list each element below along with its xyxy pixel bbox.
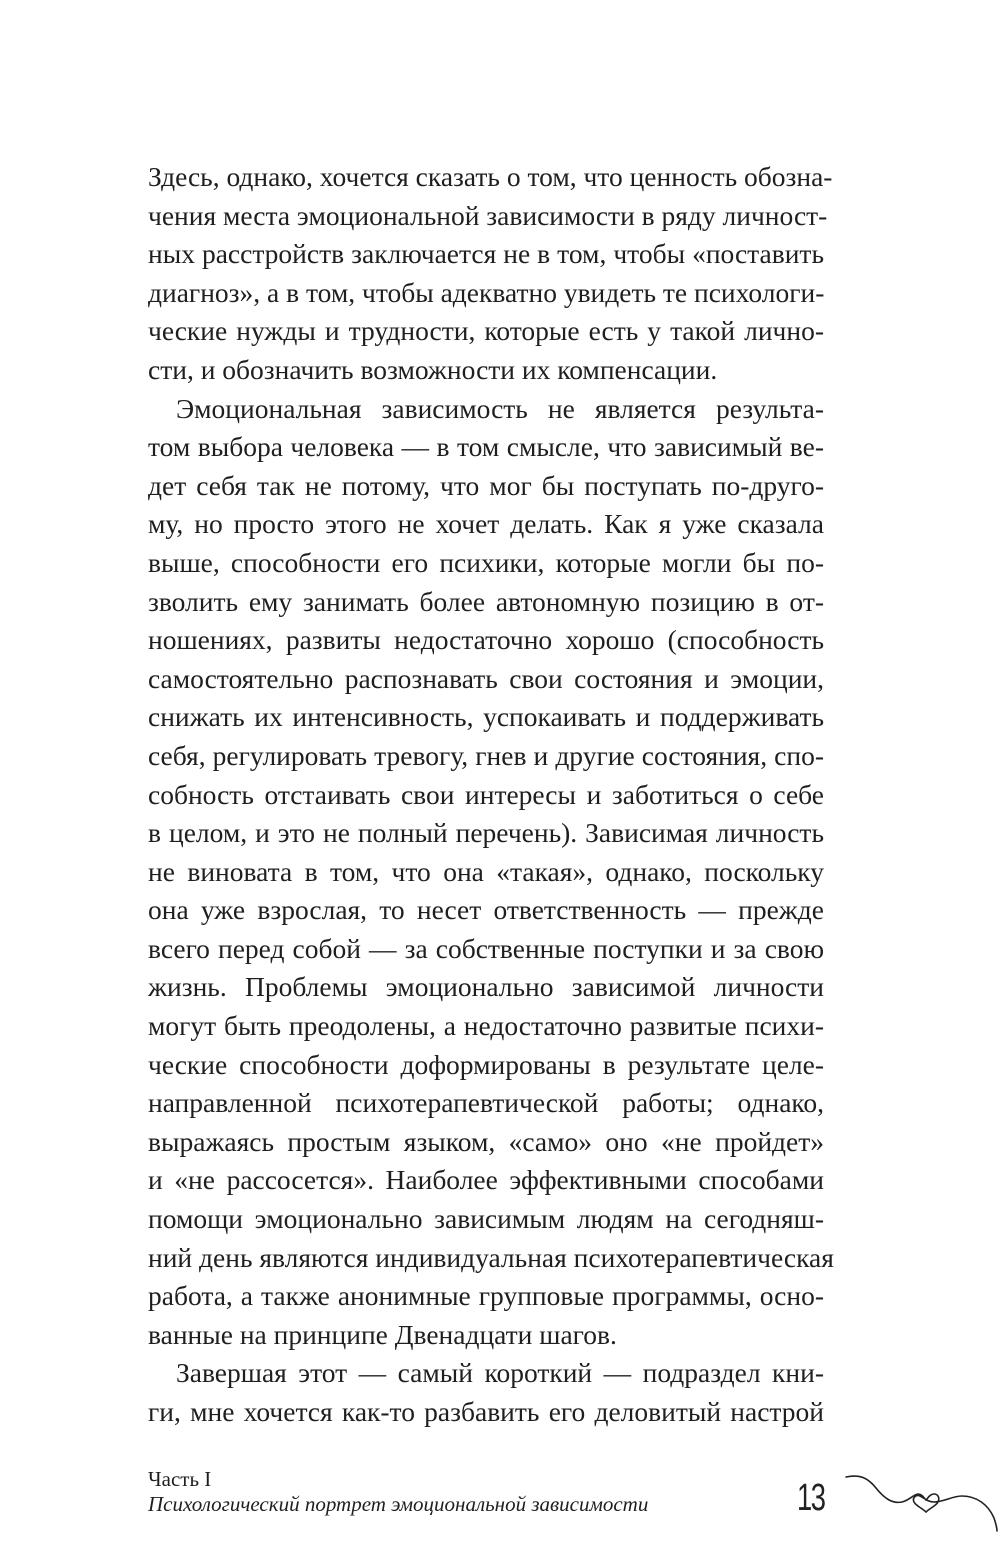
text-line: в целом, и это не полный перечень). Зависимая личность [148, 817, 824, 849]
heart-swirl-icon [842, 1466, 1000, 1532]
text-line: самостоятельно распознавать свои состояния и эмоции, [148, 662, 824, 694]
text-line: диагноз», а в том, чтобы адекватно увидеть те психологи- [148, 276, 825, 308]
text-line: помощи эмоционально зависимым людям на сегодняш- [148, 1203, 824, 1235]
text-line: себя, регулировать тревогу, гнев и другие состояния, спо- [148, 739, 824, 771]
paragraph-2 [148, 390, 834, 1355]
paragraph-3 [148, 1354, 824, 1431]
footer-part-label: Часть I [148, 1467, 212, 1491]
text-line: ческие нужды и трудности, которые есть у такой лично- [148, 315, 824, 347]
text-line: ний день являются индивидуальная психотерапевтическая [148, 1241, 834, 1273]
text-line: Здесь, однако, хочется сказать о том, что ценность обозна- [148, 161, 833, 192]
text-line: могут быть преодолены, а недостаточно развитые психи- [148, 1010, 824, 1042]
text-line: снижать их интенсивность, успокаивать и поддерживать [148, 701, 824, 733]
text-line: выше, способности его психики, которые могли бы по- [148, 546, 824, 578]
text-line: дет себя так не потому, что мог бы поступать по-друго- [148, 469, 824, 501]
text-line: Эмоциональная зависимость не является результа- [176, 392, 824, 424]
page-number: 13 [797, 1477, 825, 1519]
text-line: сти, и обозначить возможности их компенсации. [148, 353, 718, 385]
text-line: зволить ему занимать более автономную позицию в от- [148, 585, 824, 617]
text-line: том выбора человека — в том смысле, что зависимый ве- [148, 431, 824, 463]
text-line: чения места эмоциональной зависимости в ряду личност- [148, 199, 828, 231]
text-line: ги, мне хочется как-то разбавить его деловитый настрой [148, 1396, 824, 1427]
paragraph-1 [148, 158, 833, 390]
text-line: жизнь. Проблемы эмоционально зависимой личности [148, 971, 824, 1003]
text-line: ческие способности доформированы в результате целе- [148, 1048, 824, 1080]
text-line: ных расстройств заключается не в том, чтобы «поставить [148, 238, 824, 270]
body-text [148, 158, 834, 1432]
text-line: ношениях, развиты недостаточно хорошо (способность [148, 624, 824, 656]
footer-chapter-title: Психологический портрет эмоциональной зависимости [148, 1492, 649, 1516]
text-line: ванные на принципе Двенадцати шагов. [148, 1318, 617, 1350]
text-line: и «не рассосется». Наиболее эффективными способами [148, 1164, 824, 1196]
text-line: направленной психотерапевтической работы; однако, [148, 1087, 824, 1119]
text-line: му, но просто этого не хочет делать. Как я уже сказала [148, 508, 824, 540]
text-line: она уже взрослая, то несет ответственность — прежде [148, 894, 824, 926]
text-line: выражаясь простым языком, «само» оно «не пройдет» [148, 1125, 824, 1157]
text-line: собность отстаивать свои интересы и заботиться о себе [148, 778, 824, 810]
text-line: не виновата в том, что она «такая», однако, поскольку [148, 855, 824, 887]
text-line: работа, а также анонимные групповые программы, осно- [148, 1280, 824, 1312]
text-line: Завершая этот — самый короткий — подраздел кни- [176, 1357, 824, 1389]
text-line: всего перед собой — за собственные поступки и за свою [148, 932, 824, 964]
running-footer [148, 1467, 648, 1517]
